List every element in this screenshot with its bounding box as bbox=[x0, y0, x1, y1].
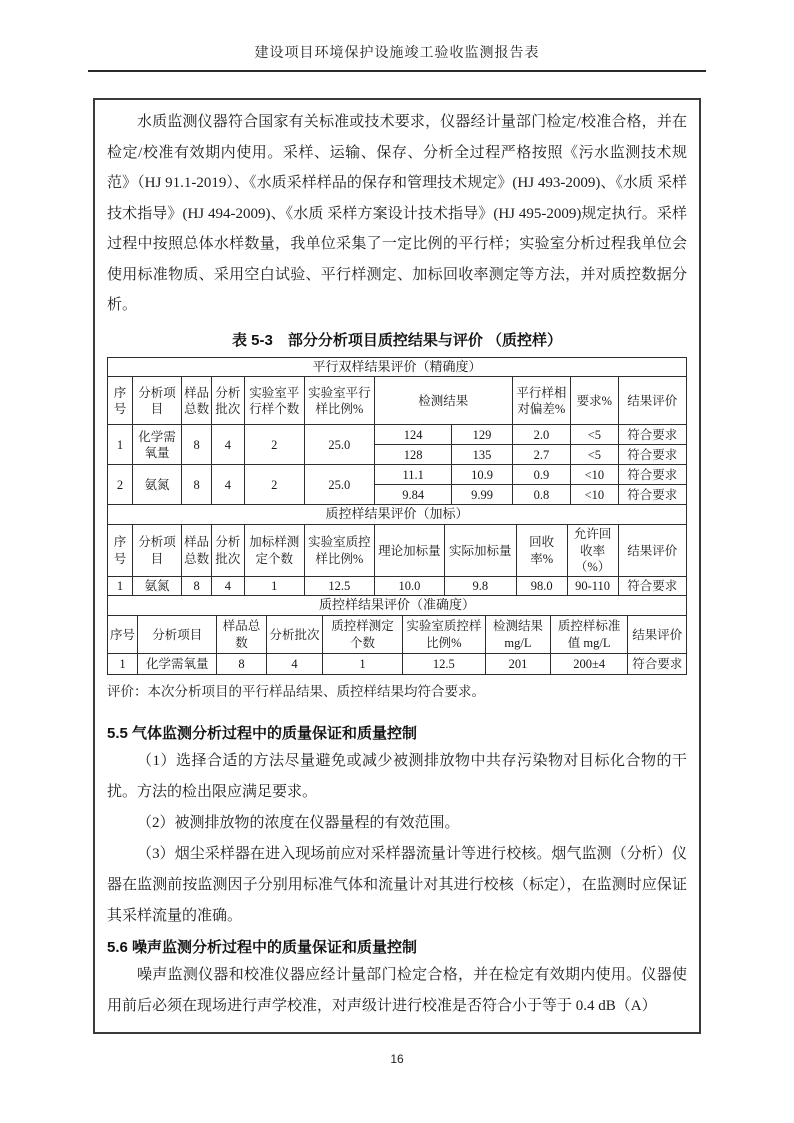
data-cell: 10.9 bbox=[452, 465, 512, 485]
header-cell: 实验室平行样比例% bbox=[304, 377, 374, 425]
data-cell: 2 bbox=[108, 465, 133, 505]
data-cell: 25.0 bbox=[304, 465, 374, 505]
table-header-row bbox=[108, 525, 687, 577]
data-cell: 化学需氧量 bbox=[138, 654, 217, 675]
data-cell: <5 bbox=[571, 425, 618, 445]
header-cell: 分析项目 bbox=[132, 377, 181, 425]
header-cell: 分析项目 bbox=[138, 616, 217, 654]
data-cell: 98.0 bbox=[516, 577, 567, 596]
data-cell: 氨氮 bbox=[132, 465, 181, 505]
header-cell: 样品总数 bbox=[217, 616, 266, 654]
data-cell: 25.0 bbox=[304, 425, 374, 465]
data-cell: 8 bbox=[182, 425, 212, 465]
header-cell: 结果评价 bbox=[618, 377, 686, 425]
section-band: 质控样结果评价（准确度） bbox=[108, 596, 687, 616]
document-header-title: 建设项目环境保护设施竣工验收监测报告表 bbox=[254, 46, 540, 61]
data-cell: 符合要求 bbox=[628, 654, 687, 675]
header-cell: 平行样相对偏差% bbox=[512, 377, 570, 425]
data-cell: 1 bbox=[244, 577, 304, 596]
section-5-5-paragraph-3: （3）烟尘采样器在进入现场前应对采样器流量计等进行校核。烟气监测（分析）仪器在监测前按监测因子分别用标准气体和流量计对其进行校核（标定），在监测时应保证其采样流量的准确。 bbox=[107, 846, 687, 925]
header-cell: 检测结果 mg/L bbox=[486, 616, 551, 654]
data-cell: 1 bbox=[108, 654, 138, 675]
page-number: 16 bbox=[390, 1052, 404, 1066]
data-cell: 201 bbox=[486, 654, 551, 675]
data-cell: 124 bbox=[374, 425, 452, 445]
data-cell: 氨氮 bbox=[132, 577, 181, 596]
data-cell: 8 bbox=[217, 654, 266, 675]
header-cell: 理论加标量 bbox=[374, 525, 444, 577]
data-cell: 1 bbox=[108, 425, 133, 465]
data-cell: 符合要求 bbox=[618, 577, 686, 596]
data-cell: 1 bbox=[323, 654, 402, 675]
data-cell: 9.8 bbox=[444, 577, 516, 596]
header-cell: 回收率% bbox=[516, 525, 567, 577]
header-cell: 分析批次 bbox=[212, 525, 244, 577]
table-row bbox=[108, 425, 687, 445]
data-cell: <10 bbox=[571, 485, 618, 505]
table-row bbox=[108, 654, 687, 675]
header-cell: 分析项目 bbox=[132, 525, 181, 577]
table-row bbox=[108, 465, 687, 485]
header-cell: 分析批次 bbox=[212, 377, 244, 425]
data-cell: 90-110 bbox=[567, 577, 618, 596]
data-cell: 2.0 bbox=[512, 425, 570, 445]
header-cell: 序号 bbox=[108, 377, 133, 425]
table-row bbox=[108, 577, 687, 596]
header-cell: 实验室平行样个数 bbox=[244, 377, 304, 425]
data-cell: 0.8 bbox=[512, 485, 570, 505]
header-rule bbox=[88, 70, 706, 72]
header-cell: 质控样标准值 mg/L bbox=[550, 616, 628, 654]
data-cell: 12.5 bbox=[304, 577, 374, 596]
qc-table-accuracy bbox=[107, 595, 687, 675]
section-band: 平行双样结果评价（精确度） bbox=[108, 357, 687, 377]
header-cell: 结果评价 bbox=[618, 525, 686, 577]
header-cell: 序号 bbox=[108, 525, 133, 577]
data-cell: <5 bbox=[571, 445, 618, 465]
data-cell: 2 bbox=[244, 425, 304, 465]
header-cell: 加标样测定个数 bbox=[244, 525, 304, 577]
data-cell: 11.1 bbox=[374, 465, 452, 485]
table-header-row bbox=[108, 616, 687, 654]
data-cell: 129 bbox=[452, 425, 512, 445]
data-cell: 128 bbox=[374, 445, 452, 465]
header-cell: 实际加标量 bbox=[444, 525, 516, 577]
section-band: 质控样结果评价（加标） bbox=[108, 505, 687, 525]
header-cell: 要求% bbox=[571, 377, 618, 425]
data-cell: 135 bbox=[452, 445, 512, 465]
data-cell: 0.9 bbox=[512, 465, 570, 485]
header-cell: 分析批次 bbox=[266, 616, 323, 654]
data-cell: 4 bbox=[212, 465, 244, 505]
header-cell: 检测结果 bbox=[374, 377, 512, 425]
data-cell: 符合要求 bbox=[618, 445, 686, 465]
intro-paragraph: 水质监测仪器符合国家有关标准或技术要求，仪器经计量部门检定/校准合格，并在检定/校准有效期内使用。采样、运输、保存、分析全过程严格按照《污水监测技术规范》（HJ 91.1-2019）、《水质采样样品的保存和管理技术规定》(HJ 493-2009)、《水质 采样技术指导》(HJ 494-2009)、《水质 采样方案设计技术指导》(HJ 495-2009)规定执行。采样过程中按照总体水样数量，我单位采集了一定比例的平行样；实验室分析过程我单位会使用标准物质、采用空白试验、平行样测定、加标回收率测定等方法，并对质控数据分析。 bbox=[107, 114, 687, 313]
table-evaluation-note: 评价：本次分析项目的平行样品结果、质控样结果均符合要求。 bbox=[107, 684, 485, 700]
section-5-5-paragraph-2: （2）被测排放物的浓度在仪器量程的有效范围。 bbox=[137, 815, 460, 832]
data-cell: 符合要求 bbox=[618, 465, 686, 485]
section-5-6-paragraph-1: 噪声监测仪器和校准仪器应经计量部门检定合格，并在检定有效期内使用。仪器使用前后必须在现场进行声学校准，对声级计进行校准是否符合小于等于 0.4 dB（A） bbox=[107, 967, 687, 1015]
data-cell: 10.0 bbox=[374, 577, 444, 596]
data-cell: <10 bbox=[571, 465, 618, 485]
header-cell: 样品总数 bbox=[182, 377, 212, 425]
data-cell: 12.5 bbox=[402, 654, 485, 675]
header-cell: 质控样测定个数 bbox=[323, 616, 402, 654]
data-cell: 4 bbox=[212, 425, 244, 465]
data-cell: 1 bbox=[108, 577, 133, 596]
data-cell: 符合要求 bbox=[618, 485, 686, 505]
data-cell: 200±4 bbox=[550, 654, 628, 675]
header-cell: 实验室质控样比例% bbox=[402, 616, 485, 654]
table-header-row bbox=[108, 377, 687, 425]
table-title: 表 5-3 部分分析项目质控结果与评价 （质控样） bbox=[231, 331, 563, 349]
content-box bbox=[93, 98, 701, 1034]
section-5-5-heading: 5.5 气体监测分析过程中的质量保证和质量控制 bbox=[107, 725, 418, 743]
data-cell: 8 bbox=[182, 465, 212, 505]
qc-table-parallel-samples bbox=[107, 357, 687, 506]
section-band-row bbox=[108, 357, 687, 377]
header-cell: 实验室质控样比例% bbox=[304, 525, 374, 577]
data-cell: 4 bbox=[266, 654, 323, 675]
section-band-row bbox=[108, 596, 687, 616]
page-header bbox=[0, 0, 794, 72]
header-cell: 样品总数 bbox=[182, 525, 212, 577]
section-5-6-heading: 5.6 噪声监测分析过程中的质量保证和质量控制 bbox=[107, 939, 418, 957]
data-cell: 符合要求 bbox=[618, 425, 686, 445]
data-cell: 化学需氧量 bbox=[132, 425, 181, 465]
section-5-5-paragraph-1: （1）选择合适的方法尽量避免或减少被测排放物中共存污染物对目标化合物的干扰。方法的检出限应满足要求。 bbox=[107, 753, 687, 801]
data-cell: 9.99 bbox=[452, 485, 512, 505]
data-cell: 2 bbox=[244, 465, 304, 505]
header-cell: 序号 bbox=[108, 616, 138, 654]
data-cell: 8 bbox=[182, 577, 212, 596]
data-cell: 4 bbox=[212, 577, 244, 596]
header-cell: 允许回收率（%） bbox=[567, 525, 618, 577]
header-cell: 结果评价 bbox=[628, 616, 687, 654]
data-cell: 9.84 bbox=[374, 485, 452, 505]
qc-table-spiked-samples bbox=[107, 504, 687, 596]
data-cell: 2.7 bbox=[512, 445, 570, 465]
section-band-row bbox=[108, 505, 687, 525]
